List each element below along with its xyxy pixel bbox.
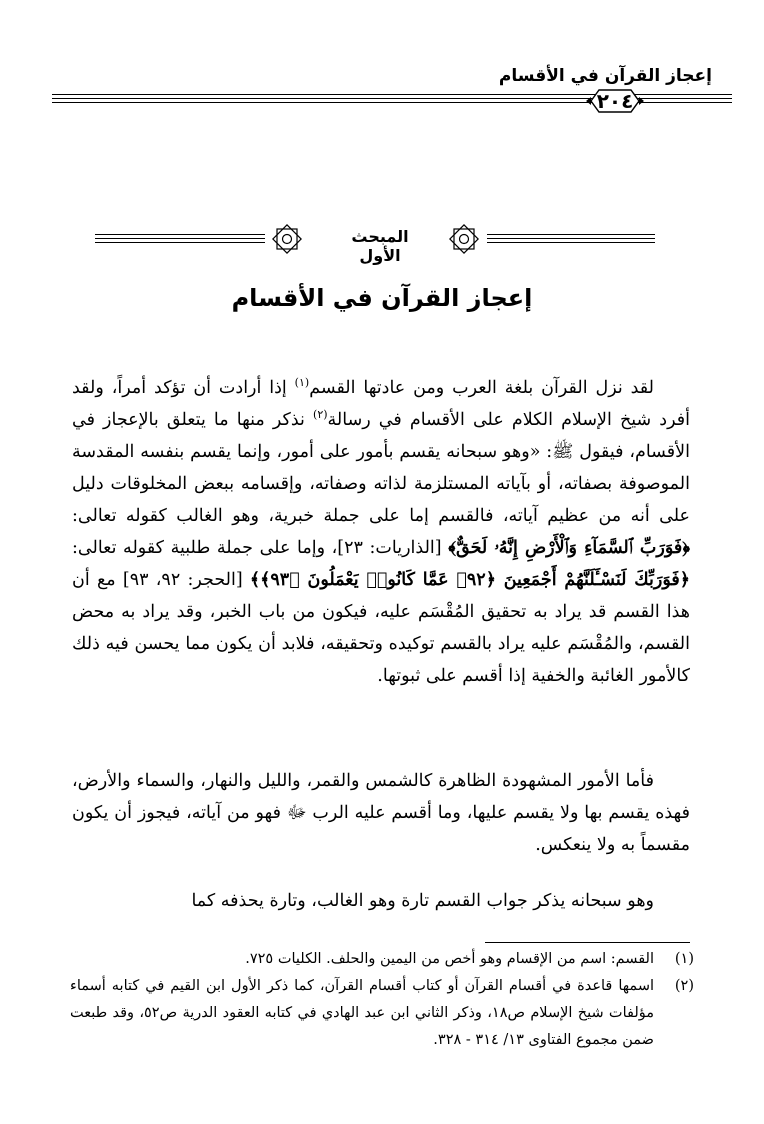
paragraph-2-text: فأما الأمور المشهودة الظاهرة كالشمس والقمر، والليل والنهار، والسماء والأرض، فهذه يقسم بها ولا يقسم عليها، وما أقسم عليه الرب ﷻ فهو من آياته، فيجوز أن يكون مقسماً به ولا ينعكس. — [72, 771, 690, 855]
section-rule-left-3 — [95, 242, 265, 243]
footnote-text: القسم: اسم من الإقسام وهو أخص من اليمين والحلف. الكليات ٧٢٥. — [245, 951, 654, 967]
footnote-text: اسمها قاعدة في أقسام القرآن أو كتاب أقسام القرآن، كما ذكر الأول ابن القيم في كتابه أسماء مؤلفات شيخ الإسلام ص١٨، وذكر الثاني ابن عبد الهادي في كتابه العقود الدرية ص٥٢، وقد طبعت ضمن مجموع الفتاوى ١٣/ ٣١٤ - ٣٢٨. — [70, 978, 655, 1048]
eight-point-star-icon — [447, 222, 481, 256]
chapter-title: إعجاز القرآن في الأقسام — [231, 284, 533, 312]
footnote-ref-2: (٢) — [313, 408, 328, 422]
footnote-2 — [70, 973, 694, 1054]
p1-segment-1: لقد نزل القرآن بلغة العرب ومن عادتها القسم — [309, 378, 654, 398]
p1-segment-4: [الذاريات: ٢٣]، وإما على جملة طلبية كقوله تعالى: — [72, 538, 449, 558]
footnote-1 — [70, 946, 694, 973]
footnote-ref-1: (١) — [294, 376, 310, 390]
section-rule-left-2 — [95, 238, 265, 239]
section-rule-right-3 — [487, 242, 655, 243]
p1-segment-5: [الحجر: ٩٢، ٩٣] مع أن هذا القسم قد يراد به تحقيق المُقْسَم عليه، فيكون من باب الخبر، وقد يراد به محض القسم، والمُقْسَم عليه يراد بالقسم توكيده وتحقيقه، فلابد أن يكون مما يحسن فيه ذلك كالأمور الغائبة والخفية إذا أقسم على ثبوتها. — [72, 570, 690, 686]
section-label: المبحث الأول — [351, 227, 409, 265]
paragraph-3 — [72, 885, 690, 917]
page-number: ٢٠٤ — [596, 89, 634, 113]
paragraph-2 — [72, 765, 690, 861]
eight-point-star-icon — [270, 222, 304, 256]
p1-segment-2: إذا أرادت أن تؤكد أمراً، ولقد أفرد شيخ الإسلام الكلام على الأقسام في رسالة — [72, 378, 690, 430]
paragraph-1 — [72, 372, 690, 692]
section-rule-right-2 — [487, 238, 655, 239]
footnote-number: (٢) — [674, 978, 694, 994]
footnotes — [70, 946, 694, 1054]
paragraph-3-text: وهو سبحانه يذكر جواب القسم تارة وهو الغالب، وتارة يحذفه كما — [191, 891, 654, 911]
p1-segment-3: نذكر منها ما يتعلق بالإعجاز في الأقسام، فيقول ﷺ: «وهو سبحانه يقسم بأمور على أمور، وإنما يقسم بنفسه المقدسة الموصوفة بصفاته، أو بآياته المستلزمة لذاته وصفاته، وإقسامه ببعض المخلوقات دليل على أنه من عظيم آياته، فالقسم إما على جملة خبرية، وهو الغالب كقوله تعالى: — [72, 410, 690, 526]
footnote-separator — [485, 942, 690, 943]
footnote-number: (١) — [674, 951, 694, 967]
page-number-frame — [585, 84, 645, 118]
section-rule-right-1 — [487, 234, 655, 235]
quran-quote-2: ﴿فَوَرَبِّكَ لَنَسْـَٔلَنَّهُمْ أَجْمَعِينَ ﴿٩٢﴾ عَمَّا كَانُوا۟ يَعْمَلُونَ ﴿٩٣﴾﴾ — [249, 570, 690, 590]
quran-quote-1: ﴿فَوَرَبِّ ٱلسَّمَآءِ وَٱلْأَرْضِ إِنَّهُۥ لَحَقٌّ﴾ — [448, 538, 690, 558]
section-heading — [95, 222, 655, 265]
running-header-title: إعجاز القرآن في الأقسام — [498, 66, 712, 86]
section-rule-left-1 — [95, 234, 265, 235]
